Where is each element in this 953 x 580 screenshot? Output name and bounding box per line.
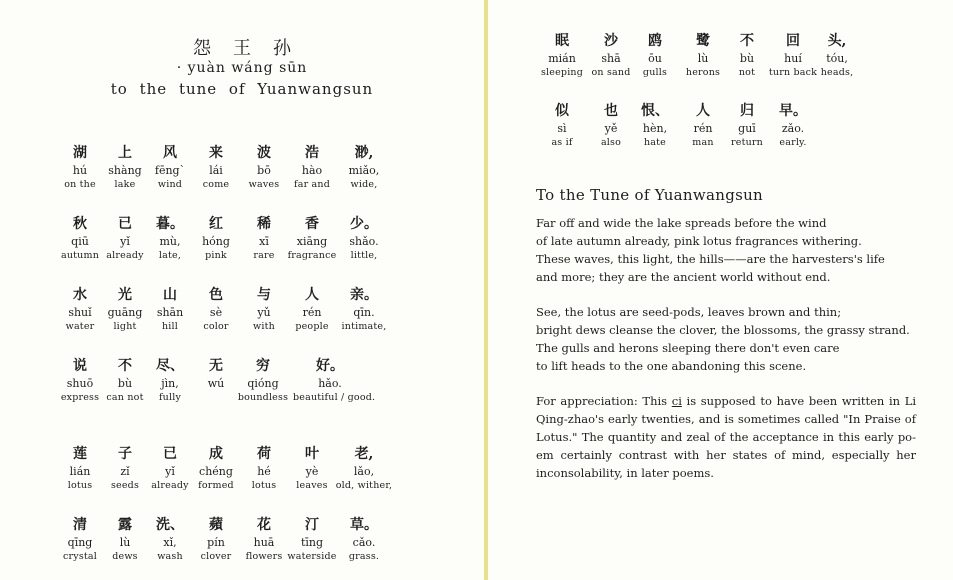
word-pinyin: hé <box>257 465 271 478</box>
word-gloss: gulls <box>642 67 668 78</box>
word-chinese: 不 <box>740 33 754 49</box>
word-gloss: grass. <box>348 551 380 562</box>
poem-word <box>800 33 874 80</box>
word-gloss: old, wither, <box>335 480 393 491</box>
stanza-line: to lift heads to the one abandoning this scene. <box>536 359 807 373</box>
word-chinese: 色 <box>209 287 223 303</box>
word-chinese: 水 <box>73 287 87 303</box>
word-chinese: 花 <box>257 517 271 533</box>
word-gloss: formed <box>198 480 234 491</box>
word-chinese: 浩 <box>305 145 319 161</box>
translation-stanza-2 <box>536 303 916 375</box>
word-chinese: 与 <box>257 287 271 303</box>
word-gloss: light <box>113 321 137 332</box>
word-pinyin: yǐ <box>165 465 175 478</box>
word-gloss: come <box>202 179 230 190</box>
word-gloss: can not <box>106 392 144 403</box>
appreciation-line-1-rest: is supposed to have been written in Li <box>686 394 917 408</box>
word-gloss: turn back <box>768 67 818 78</box>
word-gloss: seeds <box>110 480 140 491</box>
word-gloss: return <box>731 137 763 148</box>
word-chinese: 香 <box>305 216 319 232</box>
word-gloss: herons <box>685 67 721 78</box>
word-gloss: hate <box>643 137 667 148</box>
word-gloss: also <box>600 137 622 148</box>
word-chinese: 也 <box>604 103 618 119</box>
word-pinyin: huí <box>784 52 802 65</box>
word-chinese: 鸥 <box>648 33 662 49</box>
word-gloss: autumn <box>60 250 100 261</box>
word-pinyin: shā <box>601 52 621 65</box>
word-chinese: 头, <box>827 33 847 49</box>
word-chinese: 少。 <box>350 216 378 232</box>
word-gloss: early. <box>779 137 807 148</box>
poem-word <box>327 517 401 564</box>
word-pinyin: mù, <box>159 235 181 248</box>
word-gloss: crystal <box>62 551 98 562</box>
word-pinyin: shǎo. <box>349 235 379 248</box>
word-chinese: 蘋 <box>209 517 223 533</box>
word-chinese: 人 <box>305 287 319 303</box>
word-gloss: waves <box>248 179 280 190</box>
word-chinese: 说 <box>73 358 87 374</box>
stanza-line: bright dews cleanse the clover, the blossoms, the grassy strand. <box>536 323 910 337</box>
word-pinyin: zǎo. <box>781 122 805 135</box>
word-gloss: man <box>692 137 714 148</box>
word-gloss: people <box>295 321 329 332</box>
word-gloss: on the <box>64 179 96 190</box>
word-chinese: 成 <box>209 446 223 462</box>
word-chinese: 老, <box>354 446 374 462</box>
word-chinese: 渺, <box>354 145 374 161</box>
word-pinyin: lái <box>209 164 223 177</box>
word-pinyin: yǔ <box>257 306 271 319</box>
word-chinese: 不 <box>118 358 132 374</box>
word-gloss: heads, <box>820 67 854 78</box>
poem-word <box>327 446 401 493</box>
word-gloss: lotus <box>67 480 93 491</box>
right-page <box>488 0 953 580</box>
word-pinyin: lù <box>119 536 131 549</box>
word-gloss: water <box>65 321 95 332</box>
word-gloss: hill <box>161 321 179 332</box>
word-gloss: fully <box>158 392 182 403</box>
word-chinese: 穷 <box>256 358 270 374</box>
stanza-line: Far off and wide the lake spreads before the wind <box>536 216 827 230</box>
word-chinese: 风 <box>163 145 177 161</box>
word-pinyin: shān <box>156 306 184 319</box>
word-chinese: 洗、 <box>156 517 184 533</box>
translation-stanza-1 <box>536 214 916 286</box>
ci-term: ci <box>671 394 682 408</box>
word-chinese: 好。 <box>316 358 344 374</box>
word-chinese: 已 <box>118 216 132 232</box>
word-chinese: 鹭 <box>696 33 710 49</box>
appreciation-line: em certainly contrast with her states of mind, especially her <box>536 448 916 462</box>
poem-word <box>327 216 401 263</box>
word-chinese: 叶 <box>305 446 319 462</box>
word-pinyin: sè <box>209 306 223 319</box>
word-pinyin: bù <box>739 52 755 65</box>
word-gloss: color <box>203 321 229 332</box>
word-chinese: 回 <box>786 33 800 49</box>
word-pinyin: chéng <box>199 465 233 478</box>
word-gloss: lotus <box>251 480 277 491</box>
word-pinyin: shuǐ <box>68 306 92 319</box>
word-chinese: 无 <box>209 358 223 374</box>
word-gloss: boundless <box>237 392 289 403</box>
word-pinyin: ōu <box>648 52 662 65</box>
word-gloss: leaves <box>296 480 328 491</box>
word-pinyin: wú <box>207 377 225 390</box>
word-chinese: 尽、 <box>156 358 184 374</box>
word-chinese: 人 <box>696 103 710 119</box>
word-pinyin: lián <box>69 465 91 478</box>
translation-heading: To the Tune of Yuanwangsun <box>536 186 764 204</box>
word-pinyin: bō <box>257 164 271 177</box>
word-pinyin: rén <box>693 122 713 135</box>
word-pinyin: guāng <box>107 306 143 319</box>
poem-title-pinyin: · yuàn wáng sūn <box>176 60 308 76</box>
word-gloss: with <box>253 321 275 332</box>
stanza-line: The gulls and herons sleeping there don't even care <box>536 341 840 355</box>
word-gloss: wide, <box>350 179 378 190</box>
word-chinese: 秋 <box>73 216 87 232</box>
word-gloss: as if <box>551 137 573 148</box>
word-pinyin: hèn, <box>642 122 668 135</box>
word-pinyin: qīn. <box>353 306 375 319</box>
word-gloss: lake <box>114 179 136 190</box>
word-chinese: 山 <box>163 287 177 303</box>
word-chinese: 似 <box>555 103 569 119</box>
appreciation-lead: For appreciation: This <box>536 394 668 408</box>
appreciation-paragraph <box>536 392 916 482</box>
word-chinese: 子 <box>118 446 132 462</box>
word-pinyin: hǎo. <box>318 377 342 390</box>
word-pinyin: yě <box>604 122 618 135</box>
word-chinese: 已 <box>163 446 177 462</box>
word-chinese: 光 <box>118 287 132 303</box>
word-gloss: rare <box>253 250 275 261</box>
word-pinyin: xiāng <box>296 235 328 248</box>
word-chinese: 上 <box>118 145 132 161</box>
stanza-line: These waves, this light, the hills——are the harvesters's life <box>536 252 885 266</box>
word-chinese: 来 <box>209 145 223 161</box>
word-pinyin: hú <box>72 164 88 177</box>
word-pinyin: tóu, <box>826 52 848 65</box>
word-pinyin: qīng <box>67 536 93 549</box>
word-gloss: waterside <box>287 551 337 562</box>
appreciation-line <box>536 392 916 410</box>
word-gloss: already <box>106 250 144 261</box>
word-pinyin: xī <box>259 235 269 248</box>
word-pinyin: lù <box>697 52 709 65</box>
word-pinyin: pín <box>207 536 225 549</box>
stanza-line: of late autumn already, pink lotus fragrances withering. <box>536 234 862 248</box>
word-chinese: 红 <box>209 216 223 232</box>
word-gloss: fragrance <box>287 250 337 261</box>
word-gloss: beautiful / good. <box>293 392 376 403</box>
word-gloss: wind <box>157 179 183 190</box>
word-chinese: 汀 <box>305 517 319 533</box>
word-pinyin: shuō <box>66 377 94 390</box>
word-gloss: on sand <box>591 67 631 78</box>
word-gloss: not <box>738 67 756 78</box>
word-chinese: 沙 <box>604 33 618 49</box>
word-chinese: 清 <box>73 517 87 533</box>
word-chinese: 亲。 <box>350 287 378 303</box>
word-pinyin: tīng <box>300 536 324 549</box>
word-chinese: 露 <box>118 517 132 533</box>
word-gloss: far and <box>293 179 330 190</box>
word-pinyin: yǐ <box>120 235 130 248</box>
word-gloss: pink <box>205 250 227 261</box>
word-gloss: express <box>60 392 100 403</box>
stanza-line: and more; they are the ancient world without end. <box>536 270 831 284</box>
word-pinyin: hóng <box>202 235 230 248</box>
word-gloss: late, <box>158 250 182 261</box>
word-chinese: 莲 <box>73 446 87 462</box>
word-gloss: dews <box>112 551 138 562</box>
word-gloss: wash <box>157 551 183 562</box>
word-chinese: 荷 <box>257 446 271 462</box>
poem-word <box>226 358 300 405</box>
word-pinyin: zǐ <box>120 465 130 478</box>
word-chinese: 暮。 <box>156 216 184 232</box>
poem-word <box>756 103 830 150</box>
word-chinese: 眠 <box>555 33 569 49</box>
word-pinyin: shàng <box>108 164 142 177</box>
word-pinyin: lǎo, <box>353 465 375 478</box>
word-chinese: 湖 <box>73 145 87 161</box>
word-pinyin: guī <box>738 122 756 135</box>
word-pinyin: qióng <box>247 377 279 390</box>
poem-title-english: to the tune of Yuanwangsun <box>110 80 374 98</box>
word-chinese: 稀 <box>257 216 271 232</box>
word-pinyin: jìn, <box>161 377 179 390</box>
word-pinyin: sì <box>557 122 567 135</box>
word-pinyin: xǐ, <box>163 536 177 549</box>
word-chinese: 早。 <box>779 103 807 119</box>
word-pinyin: mián <box>548 52 576 65</box>
word-chinese: 归 <box>740 103 754 119</box>
stanza-line: See, the lotus are seed-pods, leaves brown and thin; <box>536 305 842 319</box>
word-chinese: 波 <box>257 145 271 161</box>
poem-word <box>327 145 401 192</box>
word-pinyin: yè <box>305 465 319 478</box>
word-pinyin: huā <box>253 536 275 549</box>
word-gloss: little, <box>350 250 378 261</box>
poem-title-chinese: 怨王孙 <box>193 38 313 59</box>
appreciation-line: inconsolability, in later poems. <box>536 466 714 480</box>
word-gloss: intimate, <box>341 321 387 332</box>
appreciation-line: Qing-zhao's early twenties, and is sometimes called "In Praise of <box>536 412 916 426</box>
word-gloss: already <box>151 480 189 491</box>
word-pinyin: hào <box>301 164 323 177</box>
word-pinyin: qiū <box>71 235 89 248</box>
word-chinese: 草。 <box>350 517 378 533</box>
word-pinyin: cǎo. <box>352 536 376 549</box>
word-chinese: 恨、 <box>641 103 669 119</box>
word-pinyin: fēng` <box>154 164 186 177</box>
word-pinyin: miǎo, <box>348 164 380 177</box>
poem-word <box>327 287 401 334</box>
word-pinyin: bù <box>117 377 133 390</box>
word-gloss: sleeping <box>540 67 584 78</box>
poem-word <box>293 358 376 405</box>
appreciation-line: Lotus." The quantity and zeal of the acceptance in this early po- <box>536 430 916 444</box>
word-pinyin: rén <box>302 306 322 319</box>
word-gloss: clover <box>200 551 232 562</box>
word-gloss: flowers <box>245 551 283 562</box>
